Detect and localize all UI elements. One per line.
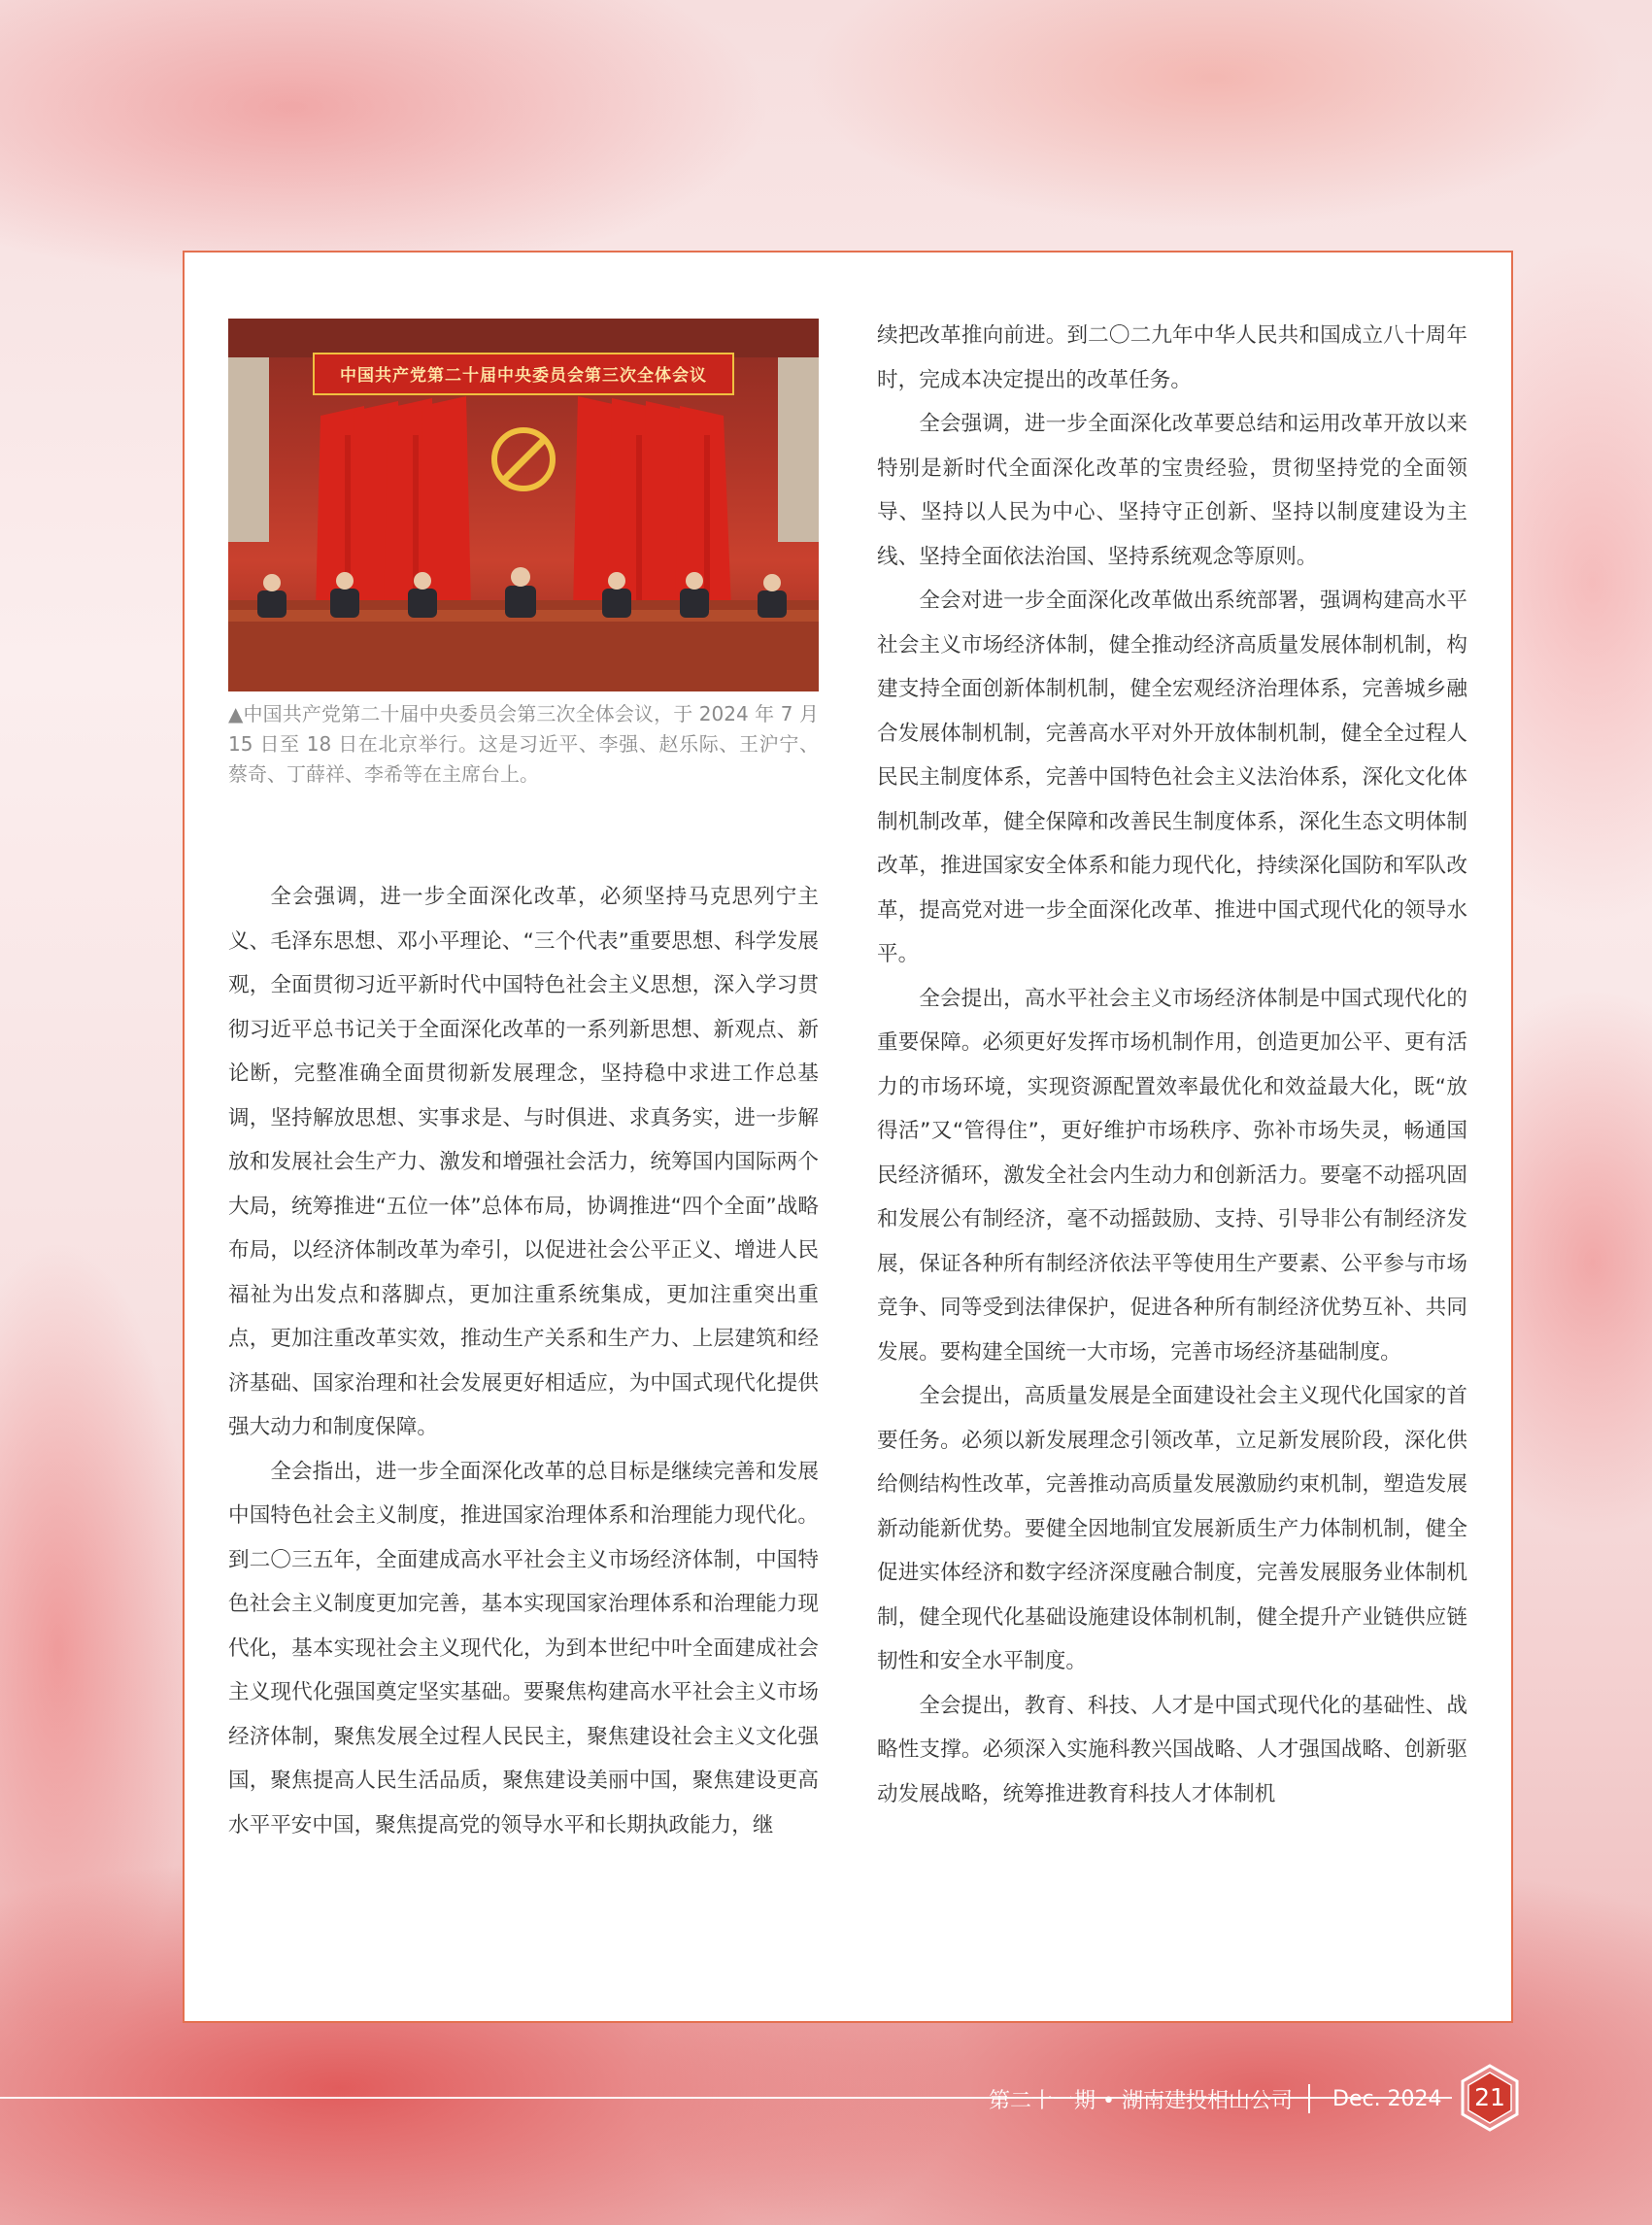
plenary-session-photo [228,319,819,691]
footer-date: Dec. 2024 [1332,2086,1442,2111]
paragraph: 全会强调，进一步全面深化改革要总结和运用改革开放以来特别是新时代全面深化改革的宝贵经验，贯彻坚持党的全面领导、坚持以人民为中心、坚持守正创新、坚持以制度建设为主线、坚持全面依法治国、坚持系统观念等原则。 [877,412,1467,569]
page-number-badge [1460,2064,1520,2132]
footer-separator [1308,2084,1310,2113]
right-body-text [877,314,1467,1816]
paragraph: 全会指出，进一步全面深化改革的总目标是继续完善和发展中国特色社会主义制度，推进国家治理体系和治理能力现代化。到二〇三五年，全面建成高水平社会主义市场经济体制，中国特色社会主义制度更加完善，基本实现国家治理体系和治理能力现代化，基本实现社会主义现代化，为到本世纪中叶全面建成社会主义现代化强国奠定坚实基础。要聚焦构建高水平社会主义市场经济体制，聚焦发展全过程人民民主，聚焦建设社会主义文化强国，聚焦提高人民生活品质，聚焦建设美丽中国，聚焦建设更高水平平安中国，聚焦提高党的领导水平和长期执政能力，继 [228,1459,819,1837]
paragraph: 全会强调，进一步全面深化改革，必须坚持马克思列宁主义、毛泽东思想、邓小平理论、“三个代表”重要思想、科学发展观，全面贯彻习近平新时代中国特色社会主义思想，深入学习贯彻习近平总书记关于全面深化改革的一系列新思想、新观点、新论断，完整准确全面贯彻新发展理念，坚持稳中求进工作总基调，坚持解放思想、实事求是、与时俱进、求真务实，进一步解放和发展社会生产力、激发和增强社会活力，统筹国内国际两个大局，统筹推进“五位一体”总体布局，协调推进“四个全面”战略布局，以经济体制改革为牵引，以促进社会公平正义、增进人民福祉为出发点和落脚点，更加注重系统集成，更加注重突出重点，更加注重改革实效，推动生产关系和生产力、上层建筑和经济基础、国家治理和社会发展更好相适应，为中国式现代化提供强大动力和制度保障。 [228,885,819,1439]
left-column [228,319,819,1847]
paragraph-continuation: 续把改革推向前进。到二〇二九年中华人民共和国成立八十周年时，完成本决定提出的改革任务。 [877,323,1467,392]
photo-banner-text: 中国共产党第二十届中央委员会第三次全体会议 [340,366,707,386]
right-column [877,314,1467,1816]
left-body-text [228,875,819,1847]
page-number: 21 [1474,2083,1505,2111]
paragraph: 全会提出，高质量发展是全面建设社会主义现代化国家的首要任务。必须以新发展理念引领改革，立足新发展阶段，深化供给侧结构性改革，完善推动高质量发展激励约束机制，塑造发展新动能新优势。要健全因地制宜发展新质生产力体制机制，健全促进实体经济和数字经济深度融合制度，完善发展服务业体制机制，健全现代化基础设施建设体制机制，健全提升产业链供应链韧性和安全水平制度。 [877,1384,1467,1673]
paragraph: 全会对进一步全面深化改革做出系统部署，强调构建高水平社会主义市场经济体制，健全推动经济高质量发展体制机制，构建支持全面创新体制机制，健全宏观经济治理体系，完善城乡融合发展体制机制，完善高水平对外开放体制机制，健全全过程人民民主制度体系，完善中国特色社会主义法治体系，深化文化体制机制改革，健全保障和改善民生制度体系，深化生态文明体制改革，推进国家安全体系和能力现代化，持续深化国防和军队改革，提高党对进一步全面深化改革、推进中国式现代化的领导水平。 [877,589,1467,966]
footer [0,2084,1452,2113]
paragraph: 全会提出，教育、科技、人才是中国式现代化的基础性、战略性支撑。必须深入实施科教兴国战略、人才强国战略、创新驱动发展战略，统筹推进教育科技人才体制机 [877,1693,1467,1806]
paragraph: 全会提出，高水平社会主义市场经济体制是中国式现代化的重要保障。必须更好发挥市场机制作用，创造更加公平、更有活力的市场环境，实现资源配置效率最优化和效益最大化，既“放得活”又“管得住”，更好维护市场秩序、弥补市场失灵，畅通国民经济循环，激发全社会内生动力和创新活力。要毫不动摇巩固和发展公有制经济，毫不动摇鼓励、支持、引导非公有制经济发展，保证各种所有制经济依法平等使用生产要素、公平参与市场竞争、同等受到法律保护，促进各种所有制经济优势互补、共同发展。要构建全国统一大市场，完善市场经济基础制度。 [877,986,1467,1365]
footer-issue: 第二十一期 • 湖南建投相山公司 [989,2088,1293,2113]
photo-caption: ▲中国共产党第二十届中央委员会第三次全体会议，于 2024 年 7 月 15 日至 18 日在北京举行。这是习近平、李强、赵乐际、王沪宁、蔡奇、丁薛祥、李希等在主席台上。 [228,702,819,786]
